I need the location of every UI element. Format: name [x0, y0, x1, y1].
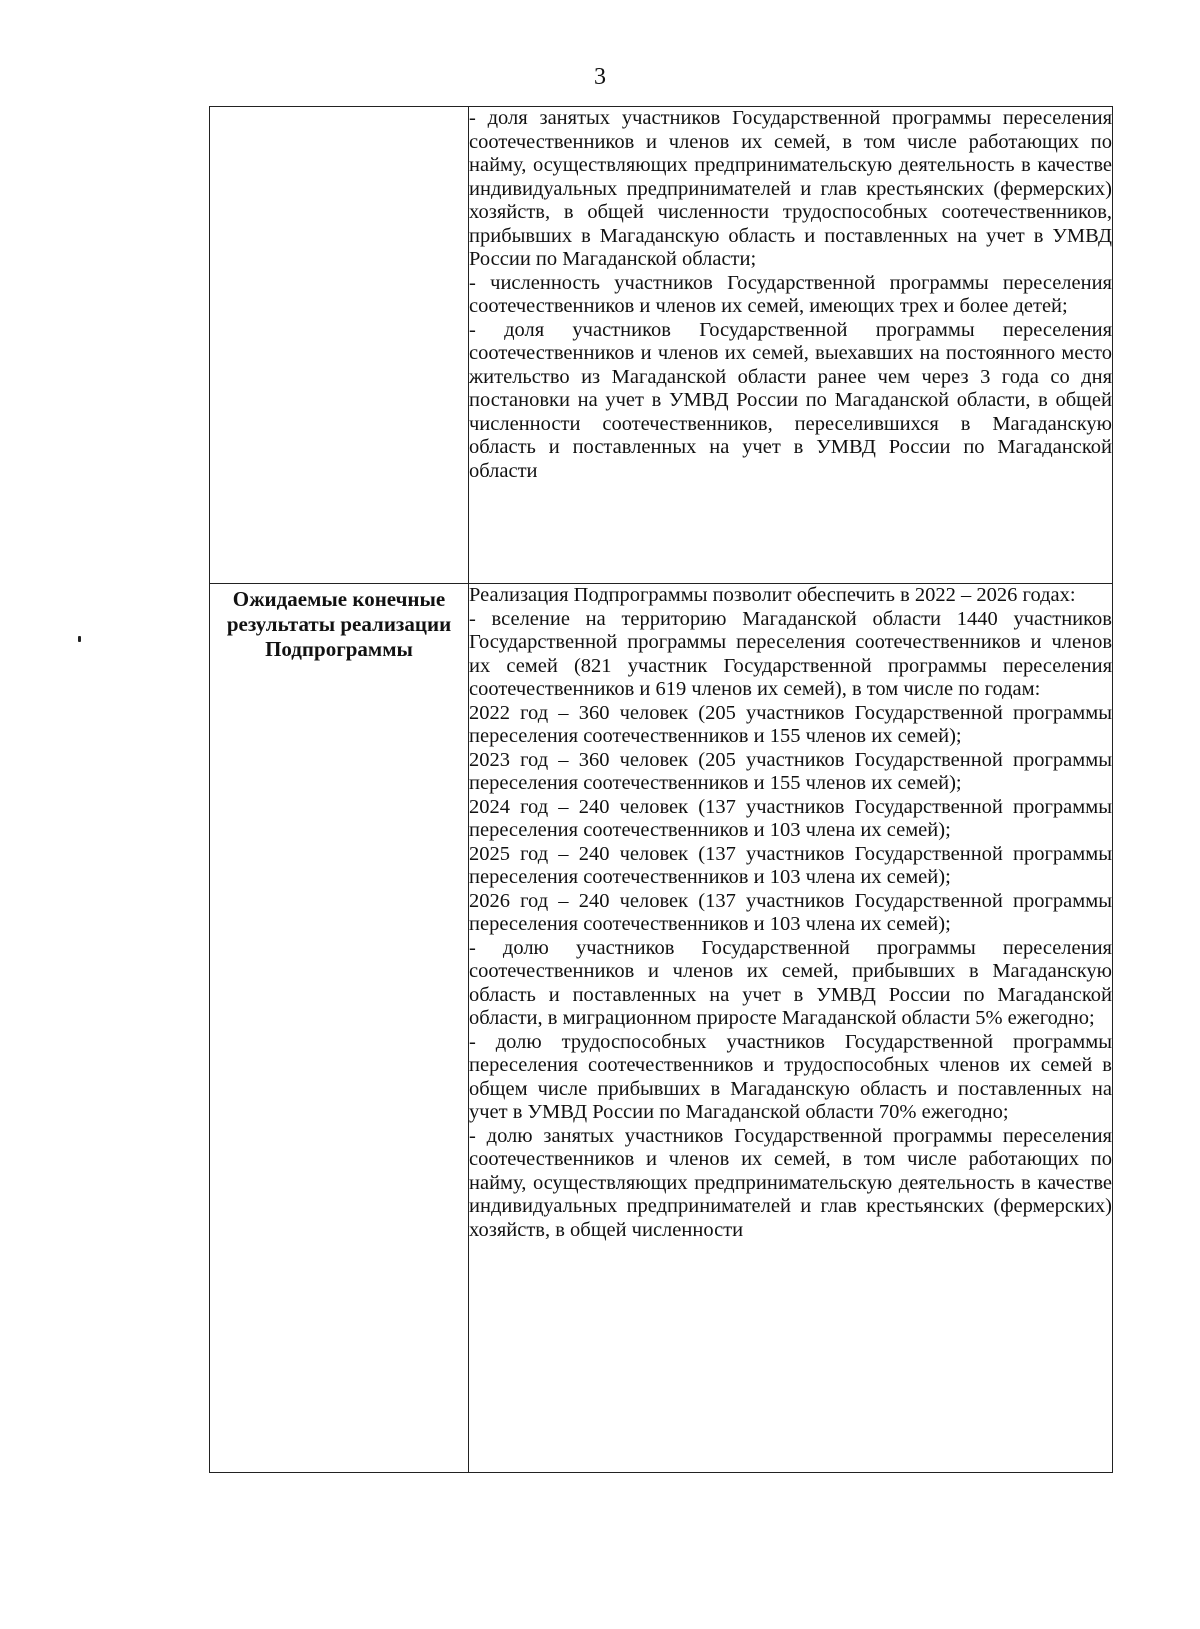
results-year-2024: 2024 год – 240 человек (137 участников Государственной программы переселения соотечественников и 103 члена их семей);: [469, 795, 1112, 841]
row-label-cell: [210, 584, 469, 1473]
results-settlement: - вселение на территорию Магаданской области 1440 участников Государственной программы переселения соотечественников и членов их семей (821 участник Государственной программы переселения соотечественников и 619 членов их семей), в том числе по годам:: [469, 607, 1112, 700]
scan-mark: [78, 636, 81, 642]
results-year-2022: 2022 год – 360 человек (205 участников Государственной программы переселения соотечественников и 155 членов их семей);: [469, 701, 1112, 747]
results-employed-share: - долю занятых участников Государственной программы переселения соотечественников и членов их семей, в том числе работающих по найму, осуществляющих предпринимательскую деятельность в качестве индивидуальных предпринимателей и глав крестьянских (фермерских) хозяйств, в общей численности: [469, 1124, 1112, 1241]
table-row: [210, 584, 1113, 1473]
indicator-employed-share: - доля занятых участников Государственной программы переселения соотечественников и членов их семей, в том числе работающих по найму, осуществляющих предпринимательскую деятельность в качестве индивидуальных предпринимателей и глав крестьянских (фермерских) хозяйств, в общей численности трудоспособных соотечественников, прибывших в Магаданскую область и поставленных на учет в УМВД России по Магаданской области;: [469, 107, 1112, 270]
results-migration-share: - долю участников Государственной программы переселения соотечественников и членов их семей, прибывших в Магаданскую область и поставленных на учет в УМВД России по Магаданской области, в миграционном приросте Магаданской области 5% ежегодно;: [469, 936, 1112, 1029]
page-number: 3: [594, 64, 606, 90]
subprogram-passport-table: [209, 106, 1113, 1473]
row-label: [210, 107, 468, 110]
results-year-2023: 2023 год – 360 человек (205 участников Государственной программы переселения соотечественников и 155 членов их семей);: [469, 748, 1112, 794]
row-content-cell: [469, 107, 1113, 584]
results-year-2026: 2026 год – 240 человек (137 участников Государственной программы переселения соотечественников и 103 члена их семей);: [469, 889, 1112, 935]
row-label-cell: [210, 107, 469, 584]
results-able-bodied-share: - долю трудоспособных участников Государственной программы переселения соотечественников и трудоспособных членов их семей в общем числе прибывших в Магаданскую область и поставленных на учет в УМВД России по Магаданской области 70% ежегодно;: [469, 1030, 1112, 1123]
indicator-large-families: - численность участников Государственной программы переселения соотечественников и членов их семей, имеющих трех и более детей;: [469, 271, 1112, 317]
row-content-cell: [469, 584, 1113, 1473]
indicator-departed-share: - доля участников Государственной программы переселения соотечественников и членов их семей, выехавших на постоянного место жительство из Магаданской области ранее чем через 3 года со дня постановки на учет в УМВД России по Магаданской области, в общей численности соотечественников, переселившихся в Магаданскую область и поставленных на учет в УМВД России по Магаданской области: [469, 318, 1112, 482]
results-year-2025: 2025 год – 240 человек (137 участников Государственной программы переселения соотечественников и 103 члена их семей);: [469, 842, 1112, 888]
table-row: [210, 107, 1113, 584]
expected-results-label: Ожидаемые конечные результаты реализации Подпрограммы: [226, 587, 452, 661]
results-intro: Реализация Подпрограммы позволит обеспечить в 2022 – 2026 годах:: [469, 584, 1076, 606]
